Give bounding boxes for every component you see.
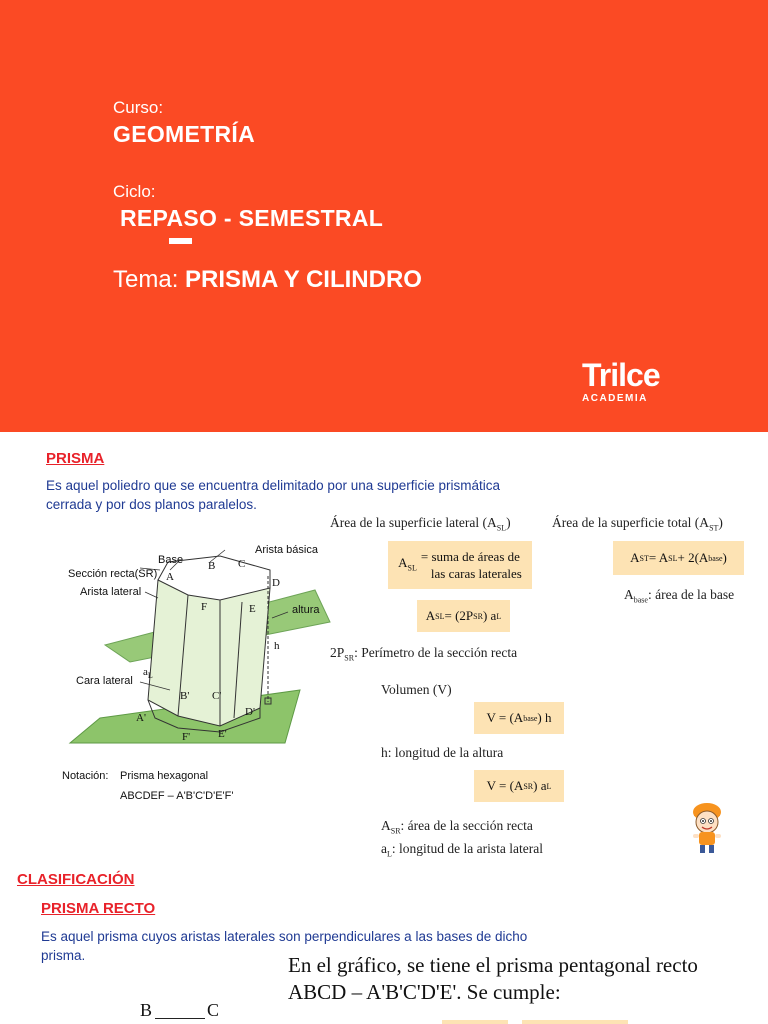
- vertex-F: F: [201, 601, 208, 613]
- lateral-area-title: Área de la superficie lateral $(A_{SL})$: [330, 515, 511, 533]
- vertex-A-prime: A': [136, 712, 146, 724]
- logo-main-text: Trilce: [582, 357, 660, 393]
- vertex-B: B: [208, 560, 216, 572]
- vertex-D-prime: D': [245, 706, 255, 718]
- label-cara-lateral: Cara lateral: [76, 675, 133, 687]
- prisma-desc-line1: Es aquel poliedro que se encuentra delimitado por una superficie prismática: [46, 478, 501, 493]
- al-description: $a_L$: longitud de la arista lateral: [381, 841, 543, 859]
- logo-sub-text: ACADEMIA: [582, 393, 648, 404]
- bottom-vertex-B: B: [140, 1000, 153, 1020]
- perimeter-description: $2P_{SR}$: Perímetro de la sección recta: [330, 645, 518, 663]
- label-base: Base: [158, 554, 184, 566]
- prisma-desc-line2: cerrada y por dos planos paralelos.: [46, 497, 257, 512]
- notation-value-2: ABCDEF – A'B'C'D'E'F': [120, 790, 234, 802]
- vertex-A: A: [166, 571, 174, 583]
- vertex-D: D: [272, 577, 280, 589]
- prisma-title: PRISMA: [46, 450, 105, 467]
- vertex-F-prime: F': [182, 731, 191, 743]
- label-altura: altura: [292, 604, 320, 616]
- bottom-edge-line: [155, 1018, 205, 1019]
- bottom-vertex-C: C: [207, 1000, 220, 1020]
- vertex-C-prime: C': [212, 690, 222, 702]
- formula-box-volume-sr: V = (A SR ) a L: [474, 770, 564, 802]
- prisma-recto-desc-line2: prisma.: [41, 948, 86, 963]
- volume-title: Volumen (V): [381, 682, 452, 697]
- course-header: [0, 0, 768, 432]
- notation-label: Notación:: [62, 770, 109, 782]
- trilce-logo: [582, 358, 660, 404]
- vertex-E: E: [249, 603, 256, 615]
- vertex-B-prime: B': [180, 690, 190, 702]
- example-line-2: ABCD – A'B'C'D'E'. Se cumple:: [288, 980, 561, 1004]
- label-h: h: [274, 640, 280, 652]
- h-description: h: longitud de la altura: [381, 745, 504, 760]
- example-line-1: En el gráfico, se tiene el prisma pentagonal recto: [288, 953, 698, 977]
- formula-box-total-area: A ST = A SL + 2(A base ): [613, 541, 744, 575]
- asr-description: $A_{SR}$: área de la sección recta: [381, 818, 533, 836]
- formula-box-volume-base: V = (A base ) h: [474, 702, 564, 734]
- cycle-label: Ciclo:: [113, 182, 156, 201]
- course-value: GEOMETRÍA: [113, 121, 255, 147]
- prisma-recto-desc-line1: Es aquel prisma cuyos aristas laterales son perpendiculares a las bases de dicho: [41, 929, 528, 944]
- topic-label: Tema:: [113, 266, 179, 293]
- formula-box-lateral-perimeter: A SL = (2P SR ) a L: [417, 600, 510, 632]
- formula-box-peek-2: [522, 1020, 628, 1024]
- topic-value: PRISMA Y CILINDRO: [185, 266, 422, 293]
- vertex-E-prime: E': [218, 728, 227, 740]
- topic-line: [113, 266, 422, 294]
- course-label: Curso:: [113, 98, 164, 117]
- title-dash: [169, 238, 192, 244]
- label-arista-basica: Arista básica: [255, 544, 318, 556]
- prisma-recto-title: PRISMA RECTO: [41, 900, 156, 917]
- abase-description: $A_{base}$: área de la base: [624, 587, 735, 605]
- label-seccion-recta: Sección recta(SR): [68, 568, 158, 580]
- formula-box-lateral-sum: $A_{SL}$ = suma de áreas de las caras laterales: [388, 541, 532, 589]
- label-arista-lateral: Arista lateral: [80, 586, 142, 598]
- clasificacion-title: CLASIFICACIÓN: [17, 871, 135, 888]
- mascot-illustration: [684, 798, 730, 856]
- notation-value-1: Prisma hexagonal: [120, 770, 209, 782]
- label-al: $a_L$: [143, 666, 153, 681]
- cycle-value: REPASO - SEMESTRAL: [120, 205, 384, 231]
- formula-box-peek-1: [442, 1020, 508, 1024]
- vertex-C: C: [238, 558, 246, 570]
- total-area-title: Área de la superficie total $(A_{ST})$: [552, 515, 723, 533]
